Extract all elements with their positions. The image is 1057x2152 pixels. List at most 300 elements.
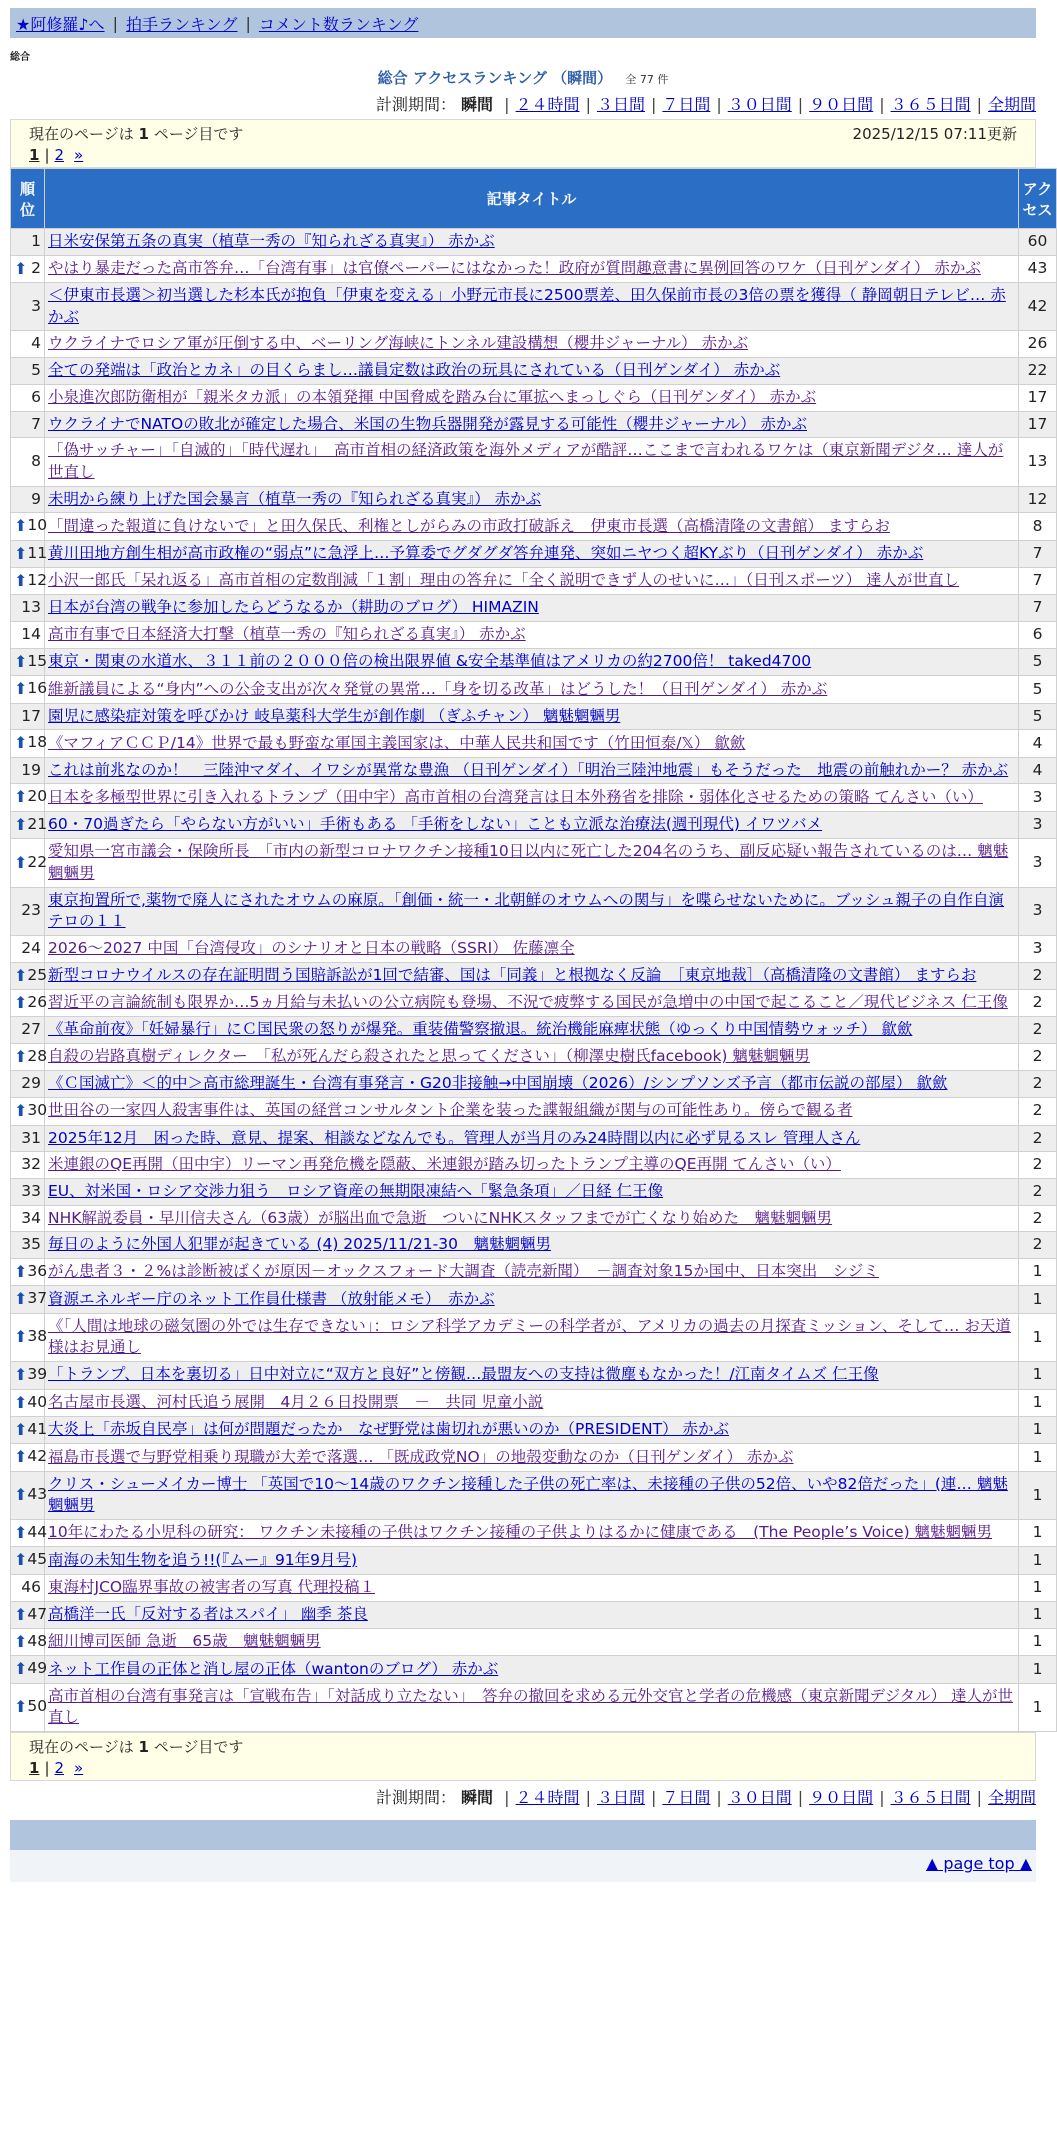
- title-cell: [45, 757, 1019, 784]
- rank-number: 26: [27, 992, 48, 1011]
- ranking-table: [10, 168, 1057, 1732]
- article-title-link[interactable]: 大炎上「赤坂自民亭」は何が問題だったか なぜ野党は歯切れが悪いのか（PRESIDENT） 赤かぶ: [48, 1420, 730, 1439]
- rank-number: 10: [27, 516, 48, 535]
- rank-number: 22: [27, 852, 48, 871]
- article-title-link[interactable]: 日米安保第五条の真実（植草一秀の『知られざる真実』） 赤かぶ: [48, 232, 495, 250]
- rank-number: 7: [31, 414, 41, 433]
- article-title-link[interactable]: 世田谷の一家四人殺害事件は、英国の経営コンサルタント企業を装った諜報組織が関与の可能性あり。傍らで観る者: [48, 1101, 853, 1120]
- title-cell: [45, 1313, 1019, 1361]
- title-cell: [45, 1125, 1019, 1152]
- rank-number: 20: [27, 787, 48, 806]
- period-link[interactable]: 全期間: [987, 95, 1036, 114]
- table-row: [11, 1098, 1057, 1125]
- rank-number: 8: [31, 452, 41, 471]
- table-row: [11, 935, 1057, 962]
- access-count: 1: [1019, 1389, 1057, 1416]
- nav-separator: |: [112, 13, 118, 33]
- article-title-link[interactable]: 全ての発端は「政治とカネ」の目くらまし…議員定数は政治の玩具にされている（日刊ゲンダイ） 赤かぶ: [48, 361, 781, 380]
- rank-number: 33: [21, 1181, 41, 1200]
- rank-cell: [11, 648, 48, 675]
- title-cell: [45, 486, 1019, 513]
- rank-number: 17: [21, 706, 41, 725]
- access-count: 2: [1019, 989, 1057, 1016]
- article-title-link[interactable]: 日本を多極型世界に引き入れるトランプ（田中宇）高市首相の台湾発言は日本外務省を排除・弱体化させるための策略 てんさい（い）: [48, 787, 983, 806]
- table-row: [11, 730, 1057, 757]
- table-row: [11, 811, 1057, 838]
- rank-cell: [11, 486, 45, 513]
- rank-cell: [11, 1574, 45, 1601]
- rank-cell: [11, 411, 45, 438]
- rank-cell: [11, 1205, 45, 1232]
- next-page-link[interactable]: »: [74, 1759, 84, 1778]
- access-count: 1: [1019, 1601, 1057, 1628]
- period-selector-bottom: [10, 1785, 1036, 1808]
- access-count: 1: [1019, 1628, 1057, 1655]
- title-cell: [45, 648, 1019, 675]
- up-arrow-icon: ⬆: [14, 1659, 28, 1679]
- access-count: 1: [1019, 1520, 1057, 1547]
- table-row: [11, 1389, 1057, 1416]
- period-link[interactable]: ３６５日間: [890, 1788, 971, 1808]
- access-count: 2: [1019, 1152, 1057, 1179]
- table-row: [11, 540, 1057, 567]
- title-cell: [45, 1362, 1019, 1389]
- article-title-link[interactable]: 未明から練り上げた国会暴言（植草一秀の『知られざる真実』） 赤かぶ: [48, 489, 542, 508]
- title-cell: [45, 839, 1019, 887]
- top-nav-bar: [10, 8, 1036, 38]
- access-count: 13: [1019, 438, 1057, 486]
- rank-number: 41: [27, 1419, 48, 1438]
- period-separator: |: [650, 1788, 657, 1808]
- rank-number: 15: [27, 651, 48, 670]
- rank-cell: [11, 1044, 48, 1071]
- article-title-link[interactable]: 習近平の言論統制も限界か…5ヵ月給与未払いの公立病院も登場、不況で疲弊する国民が急増中の中国で起こること／現代ビジネス 仁王像: [48, 993, 1008, 1012]
- period-separator: |: [797, 95, 804, 114]
- article-title-link[interactable]: がん患者３・２%は診断被ばくが原因－オックスフォード大調査（読売新聞） －調査対象15か国中、日本突出 シジミ: [48, 1262, 879, 1281]
- table-row: [11, 962, 1057, 989]
- rank-number: 42: [27, 1447, 48, 1466]
- access-count: 3: [1019, 887, 1057, 935]
- title-cell: [45, 568, 1019, 595]
- title-cell: [45, 1683, 1019, 1731]
- article-title-link[interactable]: 日本が台湾の戦争に参加したらどうなるか（耕助のブログ） HIMAZIN: [48, 598, 539, 617]
- access-count: 2: [1019, 1071, 1057, 1098]
- rank-cell: [11, 513, 48, 540]
- table-row: [11, 1683, 1057, 1731]
- table-row: [11, 1574, 1057, 1601]
- title-cell: [45, 1205, 1019, 1232]
- article-title-link[interactable]: 資源エネルギー庁のネット工作員仕様書 （放射能メモ） 赤かぶ: [48, 1289, 495, 1308]
- period-link[interactable]: ３日間: [596, 1788, 645, 1808]
- period-link[interactable]: ２４時間: [515, 95, 580, 114]
- title-cell: [45, 1258, 1019, 1285]
- up-arrow-icon: ⬆: [14, 1523, 28, 1543]
- rank-number: 1: [31, 232, 41, 250]
- article-title-link[interactable]: 新型コロナウイルスの存在証明問う国賠訴訟が1回で結審、国は「同義」と根拠なく反論 ［東京地裁］（高橋清隆の文書館） ますらお: [48, 965, 977, 984]
- period-separator: |: [585, 95, 591, 114]
- access-count: 1: [1019, 1313, 1057, 1361]
- up-arrow-icon: ⬆: [14, 1261, 28, 1281]
- period-separator: |: [650, 95, 657, 114]
- table-row: [11, 384, 1057, 411]
- article-title-link[interactable]: 黄川田地方創生相が高市政権の“弱点”に急浮上…予算委でグダグダ答弁連発、突如ニヤつく超KYぶり（日刊ゲンダイ） 赤かぶ: [48, 544, 924, 562]
- article-title-link[interactable]: 「トランプ、日本を裏切る」日中対立に“双方と良好”と傍観…最盟友への支持は微塵もなかった！/江南タイムズ 仁王像: [48, 1365, 879, 1384]
- article-title-link[interactable]: ＜伊東市長選＞初当選した杉本氏が抱負「伊東を変える」小野元市長に2500票差、田久保前市長の3倍の票を獲得（ 静岡朝日テレビ… 赤かぶ: [48, 286, 1006, 326]
- period-separator: |: [716, 1788, 722, 1808]
- rank-cell: [11, 962, 48, 989]
- table-row: [11, 1125, 1057, 1152]
- period-separator: |: [879, 1788, 885, 1808]
- up-arrow-icon: ⬆: [14, 1447, 28, 1467]
- rank-number: 43: [27, 1485, 48, 1504]
- rank-number: 19: [21, 760, 41, 779]
- title-cell: [45, 1601, 1019, 1628]
- page-top-link[interactable]: ▲ page top ▲: [925, 1854, 1032, 1874]
- up-arrow-icon: ⬆: [14, 1289, 28, 1309]
- title-cell: [45, 1628, 1019, 1655]
- period-links: [498, 1788, 1036, 1807]
- article-title-link[interactable]: 《革命前夜》「妊婦暴行」にＣ国民衆の怒りが爆発。重装備警察撤退。統治機能麻痺状態（ゆっくり中国情勢ウォッチ） 歙歛: [48, 1020, 913, 1039]
- table-row: [11, 568, 1057, 595]
- title-cell: [45, 989, 1019, 1016]
- nav-separator: |: [245, 13, 251, 33]
- article-title-link[interactable]: これは前兆なのか！ 三陸沖マダイ、イワシが異常な豊漁 （日刊ゲンダイ）「明治三陸沖地震」もそうだった 地震の前触れかー？ 赤かぶ: [48, 760, 1009, 779]
- period-link[interactable]: ７日間: [662, 95, 711, 114]
- access-count: 6: [1019, 622, 1057, 649]
- article-title-link[interactable]: 東京拘置所で,薬物で廃人にされたオウムの麻原。「創価・統一・北朝鮮のオウムへの関与」を喋らせないために。ブッシュ親子の自作自演テロの１１: [48, 890, 1005, 931]
- rank-number: 2: [31, 258, 41, 277]
- article-title-link[interactable]: 愛知県一宮市議会・保険所長 「市内の新型コロナワクチン接種10日以内に死亡した204名のうち、副反応疑い報告されているのは… 魑魅魍魎男: [48, 842, 1009, 882]
- article-title-link[interactable]: 小沢一郎氏「呆れ返る」高市首相の定数削減「１割」理由の答弁に「全く説明できず人のせいに…」（日刊スポーツ） 達人が世直し: [48, 571, 960, 590]
- rank-cell: [11, 1547, 48, 1574]
- up-arrow-icon: ⬆: [14, 1419, 28, 1439]
- rank-cell: [11, 255, 45, 282]
- article-title-link[interactable]: 「間違った報道に負けないで」と田久保氏、利権としがらみの市政打破訴え 伊東市長選（高橋清隆の文書館） ますらお: [48, 516, 890, 535]
- page-status: 現在のページは 1 ページ目です: [29, 1738, 244, 1757]
- article-title-link[interactable]: 《Ｃ国滅亡》＜的中＞高市総理誕生・台湾有事発言・G20非接触→中国崩壊（2026）/シンプソンズ予言（都市伝説の部屋） 歙歛: [48, 1074, 948, 1093]
- article-title-link[interactable]: 東海村JCO臨界事故の被害者の写真 代理投稿１: [48, 1577, 376, 1596]
- article-title-link[interactable]: 「偽サッチャー」「自滅的」「時代遅れ」 高市首相の経済政策を海外メディアが酷評…ここまで言われるワケは（東京新聞デジタ… 達人が世直し: [48, 441, 1004, 481]
- col-access-header: アクセス: [1019, 169, 1057, 229]
- article-title-link[interactable]: 園児に感染症対策を呼びかけ 岐阜薬科大学生が創作劇 （ぎふチャン） 魑魅魍魎男: [48, 706, 621, 725]
- table-row: [11, 331, 1057, 358]
- access-count: 1: [1019, 1547, 1057, 1574]
- article-title-link[interactable]: 高市首相の台湾有事発言は「宣戦布告」「対話成り立たない」 答弁の撤回を求める元外交官と学者の危機感（東京新聞デジタル） 達人が世直し: [48, 1686, 1014, 1727]
- title-cell: [45, 595, 1019, 622]
- period-links: [498, 95, 1036, 114]
- rank-number: 32: [21, 1155, 41, 1174]
- table-row: [11, 839, 1057, 887]
- title-cell: [45, 935, 1019, 962]
- up-arrow-icon: ⬆: [14, 1101, 28, 1121]
- article-title-link[interactable]: 《「人間は地球の磁気圏の外では生存できない」：ロシア科学アカデミーの科学者が、アメリカの過去の月探査ミッション、そして… お天道様はお見通し: [48, 1316, 1011, 1357]
- table-row: [11, 648, 1057, 675]
- footer-bar: [10, 1820, 1036, 1850]
- up-arrow-icon: ⬆: [14, 852, 28, 872]
- period-link[interactable]: ３０日間: [727, 1788, 792, 1808]
- access-count: 1: [1019, 1683, 1057, 1731]
- article-title-link[interactable]: 福島市長選で与野党相乗り現職が大差で落選… 「既成政党NO」の地殻変動なのか（日刊ゲンダイ） 赤かぶ: [48, 1447, 794, 1466]
- category-label: 総合: [10, 52, 30, 63]
- title-cell: [45, 1416, 1019, 1443]
- title-cell: [45, 622, 1019, 649]
- period-link[interactable]: ９０日間: [809, 95, 874, 114]
- article-title-link[interactable]: 東京・関東の水道水、３１１前の２０００倍の検出限界値 &安全基準値はアメリカの約2700倍！ taked4700: [48, 652, 812, 671]
- period-link[interactable]: ３０日間: [727, 95, 792, 114]
- rank-number: 16: [27, 679, 48, 698]
- rank-cell: [11, 1152, 45, 1179]
- table-row: [11, 1520, 1057, 1547]
- period-link[interactable]: ９０日間: [809, 1788, 874, 1808]
- access-count: 2: [1019, 962, 1057, 989]
- rank-number: 47: [27, 1604, 48, 1623]
- access-count: 1: [1019, 1362, 1057, 1389]
- up-arrow-icon: ⬆: [14, 1550, 28, 1570]
- up-arrow-icon: ⬆: [14, 1365, 28, 1385]
- rank-number: 44: [27, 1523, 48, 1542]
- rank-cell: [11, 1601, 48, 1628]
- rank-cell: [11, 1444, 48, 1471]
- access-count: 7: [1019, 540, 1057, 567]
- access-count: 17: [1019, 384, 1057, 411]
- rank-cell: [11, 887, 45, 935]
- applause-ranking-link[interactable]: 拍手ランキング: [125, 14, 238, 34]
- table-row: [11, 757, 1057, 784]
- up-arrow-icon: ⬆: [14, 258, 28, 278]
- title-cell: [45, 331, 1019, 358]
- access-count: 1: [1019, 1444, 1057, 1471]
- up-arrow-icon: ⬆: [14, 733, 28, 753]
- rank-number: 3: [31, 296, 41, 315]
- period-link[interactable]: ７日間: [662, 1788, 711, 1808]
- up-arrow-icon: ⬆: [14, 965, 28, 985]
- table-row: [11, 595, 1057, 622]
- rank-cell: [11, 229, 45, 256]
- table-row: [11, 1017, 1057, 1044]
- period-current: 瞬間: [461, 95, 494, 114]
- access-count: 3: [1019, 839, 1057, 887]
- rank-cell: [11, 1628, 48, 1655]
- table-row: [11, 989, 1057, 1016]
- rank-cell: [11, 1389, 48, 1416]
- title-cell: [45, 283, 1019, 331]
- article-title-link[interactable]: ネット工作員の正体と消し屋の正体（wantonのブログ） 赤かぶ: [48, 1659, 499, 1678]
- article-title-link[interactable]: NHK解説委員・早川信夫さん（63歳）が脳出血で急逝 ついにNHKスタッフまでが亡くなり始めた 魑魅魍魎男: [48, 1208, 833, 1227]
- access-count: 17: [1019, 411, 1057, 438]
- rank-number: 27: [21, 1020, 41, 1039]
- title-cell: [45, 1232, 1019, 1259]
- page-2-link[interactable]: 2: [54, 1759, 65, 1778]
- table-row: [11, 1444, 1057, 1471]
- table-row: [11, 1628, 1057, 1655]
- up-arrow-icon: ⬆: [14, 1604, 28, 1624]
- title-cell: [45, 784, 1019, 811]
- access-count: 43: [1019, 255, 1057, 282]
- title-cell: [45, 811, 1019, 838]
- access-count: 2: [1019, 1205, 1057, 1232]
- rank-number: 48: [27, 1631, 48, 1650]
- access-count: 4: [1019, 757, 1057, 784]
- title-cell: [45, 1152, 1019, 1179]
- article-title-link[interactable]: 《マフィアＣＣＰ/14》世界で最も野蛮な軍国主義国家は、中華人民共和国です（竹田恒泰/𝕏） 歙歛: [48, 733, 746, 752]
- period-separator: |: [585, 1788, 591, 1808]
- article-title-link[interactable]: 60・70過ぎたら「やらない方がいい」手術もある 「手術をしない」ことも立派な治療法(週刊現代) イワツバメ: [48, 815, 823, 834]
- title-cell: [45, 1547, 1019, 1574]
- access-count: 22: [1019, 358, 1057, 385]
- rank-cell: [11, 703, 45, 730]
- table-row: [11, 1471, 1057, 1519]
- title-cell: [45, 1444, 1019, 1471]
- access-count: 7: [1019, 568, 1057, 595]
- col-rank-header: 順位: [11, 169, 45, 229]
- comment-ranking-link[interactable]: コメント数ランキング: [258, 14, 419, 34]
- rank-number: 40: [27, 1392, 48, 1411]
- article-title-link[interactable]: 10年にわたる小児科の研究： ワクチン未接種の子供はワクチン接種の子供よりはるかに健康である (The People’s Voice) 魑魅魍魎男: [48, 1523, 993, 1542]
- table-row: [11, 784, 1057, 811]
- access-count: 12: [1019, 486, 1057, 513]
- rank-number: 36: [27, 1261, 48, 1280]
- article-title-link[interactable]: 細川博司医師 急逝 65歳 魑魅魍魎男: [48, 1632, 321, 1651]
- rank-number: 30: [27, 1101, 48, 1120]
- rank-number: 11: [27, 543, 48, 562]
- up-arrow-icon: ⬆: [14, 1392, 28, 1412]
- table-row: [11, 1232, 1057, 1259]
- title-cell: [45, 255, 1019, 282]
- period-separator: |: [716, 95, 722, 114]
- rank-number: 21: [27, 814, 48, 833]
- rank-cell: [11, 1098, 48, 1125]
- access-count: 5: [1019, 648, 1057, 675]
- table-row: [11, 255, 1057, 282]
- article-title-link[interactable]: 高橋洋一氏「反対する者はスパイ」 幽季 茶良: [48, 1604, 368, 1623]
- rank-number: 29: [21, 1074, 41, 1093]
- article-title-link[interactable]: クリス・シューメイカー博士 「英国で10～14歳のワクチン接種した子供の死亡率は、未接種の子供の52倍、いや82倍だった」(連… 魑魅魍魎男: [48, 1474, 1008, 1515]
- access-count: 2: [1019, 1125, 1057, 1152]
- access-count: 1: [1019, 1471, 1057, 1519]
- table-row: [11, 229, 1057, 256]
- article-title-link[interactable]: 毎日のように外国人犯罪が起きている (4) 2025/11/21-30 魑魅魍魎男: [48, 1235, 551, 1254]
- title-cell: [45, 358, 1019, 385]
- page-2-link[interactable]: 2: [54, 146, 65, 164]
- up-arrow-icon: ⬆: [14, 1485, 28, 1505]
- rank-cell: [11, 730, 48, 757]
- table-row: [11, 1258, 1057, 1285]
- period-link[interactable]: ２４時間: [515, 1788, 580, 1808]
- table-row: [11, 283, 1057, 331]
- rank-cell: [11, 1683, 48, 1731]
- period-link[interactable]: ３６５日間: [890, 95, 971, 114]
- table-row: [11, 676, 1057, 703]
- period-separator: |: [976, 95, 982, 114]
- title-cell: [45, 1656, 1019, 1683]
- article-title-link[interactable]: 2025年12月 困った時、意見、提案、相談などなんでも。管理人が当月のみ24時間以内に必ず見るスレ 管理人さん: [48, 1128, 861, 1147]
- article-title-link[interactable]: ウクライナでロシア軍が圧倒する中、ベーリング海峡にトンネル建設構想（櫻井ジャーナル） 赤かぶ: [48, 334, 749, 353]
- title-cell: [45, 1098, 1019, 1125]
- article-title-link[interactable]: 維新議員による“身内”への公金支出が次々発覚の異常…「身を切る改革」はどうした！（日刊ゲンダイ） 赤かぶ: [48, 679, 828, 698]
- page-current: 1: [29, 146, 40, 164]
- access-count: 4: [1019, 730, 1057, 757]
- rank-number: 4: [31, 334, 41, 353]
- up-arrow-icon: ⬆: [14, 1327, 28, 1347]
- table-row: [11, 411, 1057, 438]
- article-title-link[interactable]: やはり暴走だった高市答弁…「台湾有事」は官僚ペーパーにはなかった！政府が質問趣意書に異例回答のワケ（日刊ゲンダイ） 赤かぶ: [48, 259, 981, 278]
- table-row: [11, 1044, 1057, 1071]
- up-arrow-icon: ⬆: [14, 1631, 28, 1651]
- title-cell: [45, 540, 1019, 567]
- period-separator: |: [797, 1788, 804, 1808]
- up-arrow-icon: ⬆: [14, 543, 28, 563]
- access-count: 2: [1019, 1178, 1057, 1205]
- period-link[interactable]: ３日間: [596, 95, 645, 114]
- article-title-link[interactable]: ウクライナでNATOの敗北が確定した場合、米国の生物兵器開発が露見する可能性（櫻井ジャーナル） 赤かぶ: [48, 414, 808, 433]
- rank-number: 38: [27, 1327, 48, 1346]
- article-title-link[interactable]: 米連銀のQE再開（田中宇）リーマン再発危機を隠蔽、米連銀が踏み切ったトランプ主導のQE再開 てんさい（い）: [48, 1155, 841, 1174]
- article-title-link[interactable]: 小泉進次郎防衛相が「親米タカ派」の本領発揮 中国脅威を踏み台に軍拡へまっしぐら（日刊ゲンダイ） 赤かぶ: [48, 387, 817, 406]
- article-title-link[interactable]: 自殺の岩路真樹ディレクター 「私が死んだら殺されたと思ってください」（柳澤史樹氏facebook) 魑魅魍魎男: [48, 1047, 810, 1066]
- pagetop-row: [10, 1850, 1036, 1882]
- rank-cell: [11, 1313, 48, 1361]
- table-row: [11, 1656, 1057, 1683]
- next-page-link[interactable]: »: [74, 146, 84, 164]
- access-count: 3: [1019, 811, 1057, 838]
- access-count: 5: [1019, 676, 1057, 703]
- pager-bottom: [10, 1732, 1036, 1781]
- title-cell: [45, 1044, 1019, 1071]
- title-cell: [45, 730, 1019, 757]
- rank-number: 35: [21, 1235, 41, 1254]
- up-arrow-icon: ⬆: [14, 787, 28, 807]
- access-count: 3: [1019, 935, 1057, 962]
- access-count: 60: [1019, 229, 1057, 256]
- rank-cell: [11, 1071, 45, 1098]
- rank-cell: [11, 1286, 48, 1313]
- table-row: [11, 703, 1057, 730]
- page-links: 1 | 2 »: [29, 146, 84, 164]
- table-row: [11, 1205, 1057, 1232]
- table-row: [11, 1313, 1057, 1361]
- period-link[interactable]: 全期間: [987, 1788, 1036, 1808]
- title-cell: [45, 1071, 1019, 1098]
- col-title-header: 記事タイトル: [45, 169, 1019, 229]
- article-title-link[interactable]: EU、対米国・ロシア交渉力狙う ロシア資産の無期限凍結へ「緊急条項」／日経 仁王像: [48, 1181, 664, 1200]
- title-cell: [45, 1389, 1019, 1416]
- total-count: 全 77 件: [625, 73, 669, 86]
- title-cell: [45, 229, 1019, 256]
- table-row: [11, 1547, 1057, 1574]
- article-title-link[interactable]: 2026〜2027 中国「台湾侵攻」のシナリオと日本の戦略（SSRI） 佐藤凛全: [48, 938, 575, 957]
- rank-number: 50: [27, 1697, 48, 1716]
- rank-cell: [11, 676, 48, 703]
- title-cell: [45, 1017, 1019, 1044]
- home-link[interactable]: ★阿修羅♪へ: [16, 14, 105, 34]
- access-count: 3: [1019, 784, 1057, 811]
- article-title-link[interactable]: 名古屋市長選、河村氏追う展開 4月２６日投開票 － 共同 児童小説: [48, 1392, 544, 1411]
- access-count: 1: [1019, 1656, 1057, 1683]
- rank-number: 13: [21, 598, 41, 617]
- rank-cell: [11, 1471, 48, 1519]
- access-count: 1: [1019, 1574, 1057, 1601]
- article-title-link[interactable]: 高市有事で日本経済大打撃（植草一秀の『知られざる真実』） 赤かぶ: [48, 625, 526, 644]
- page-status: 現在のページは 1 ページ目です: [29, 125, 244, 143]
- ranking-title-row: [10, 67, 1036, 88]
- rank-cell: [11, 1362, 48, 1389]
- article-title-link[interactable]: 南海の未知生物を追う!!(『ムー』91年9月号): [48, 1550, 358, 1569]
- access-count: 26: [1019, 331, 1057, 358]
- page-links: 1 | 2 »: [29, 1759, 84, 1778]
- rank-cell: [11, 1232, 45, 1259]
- rank-number: 46: [21, 1577, 41, 1596]
- rank-cell: [11, 757, 45, 784]
